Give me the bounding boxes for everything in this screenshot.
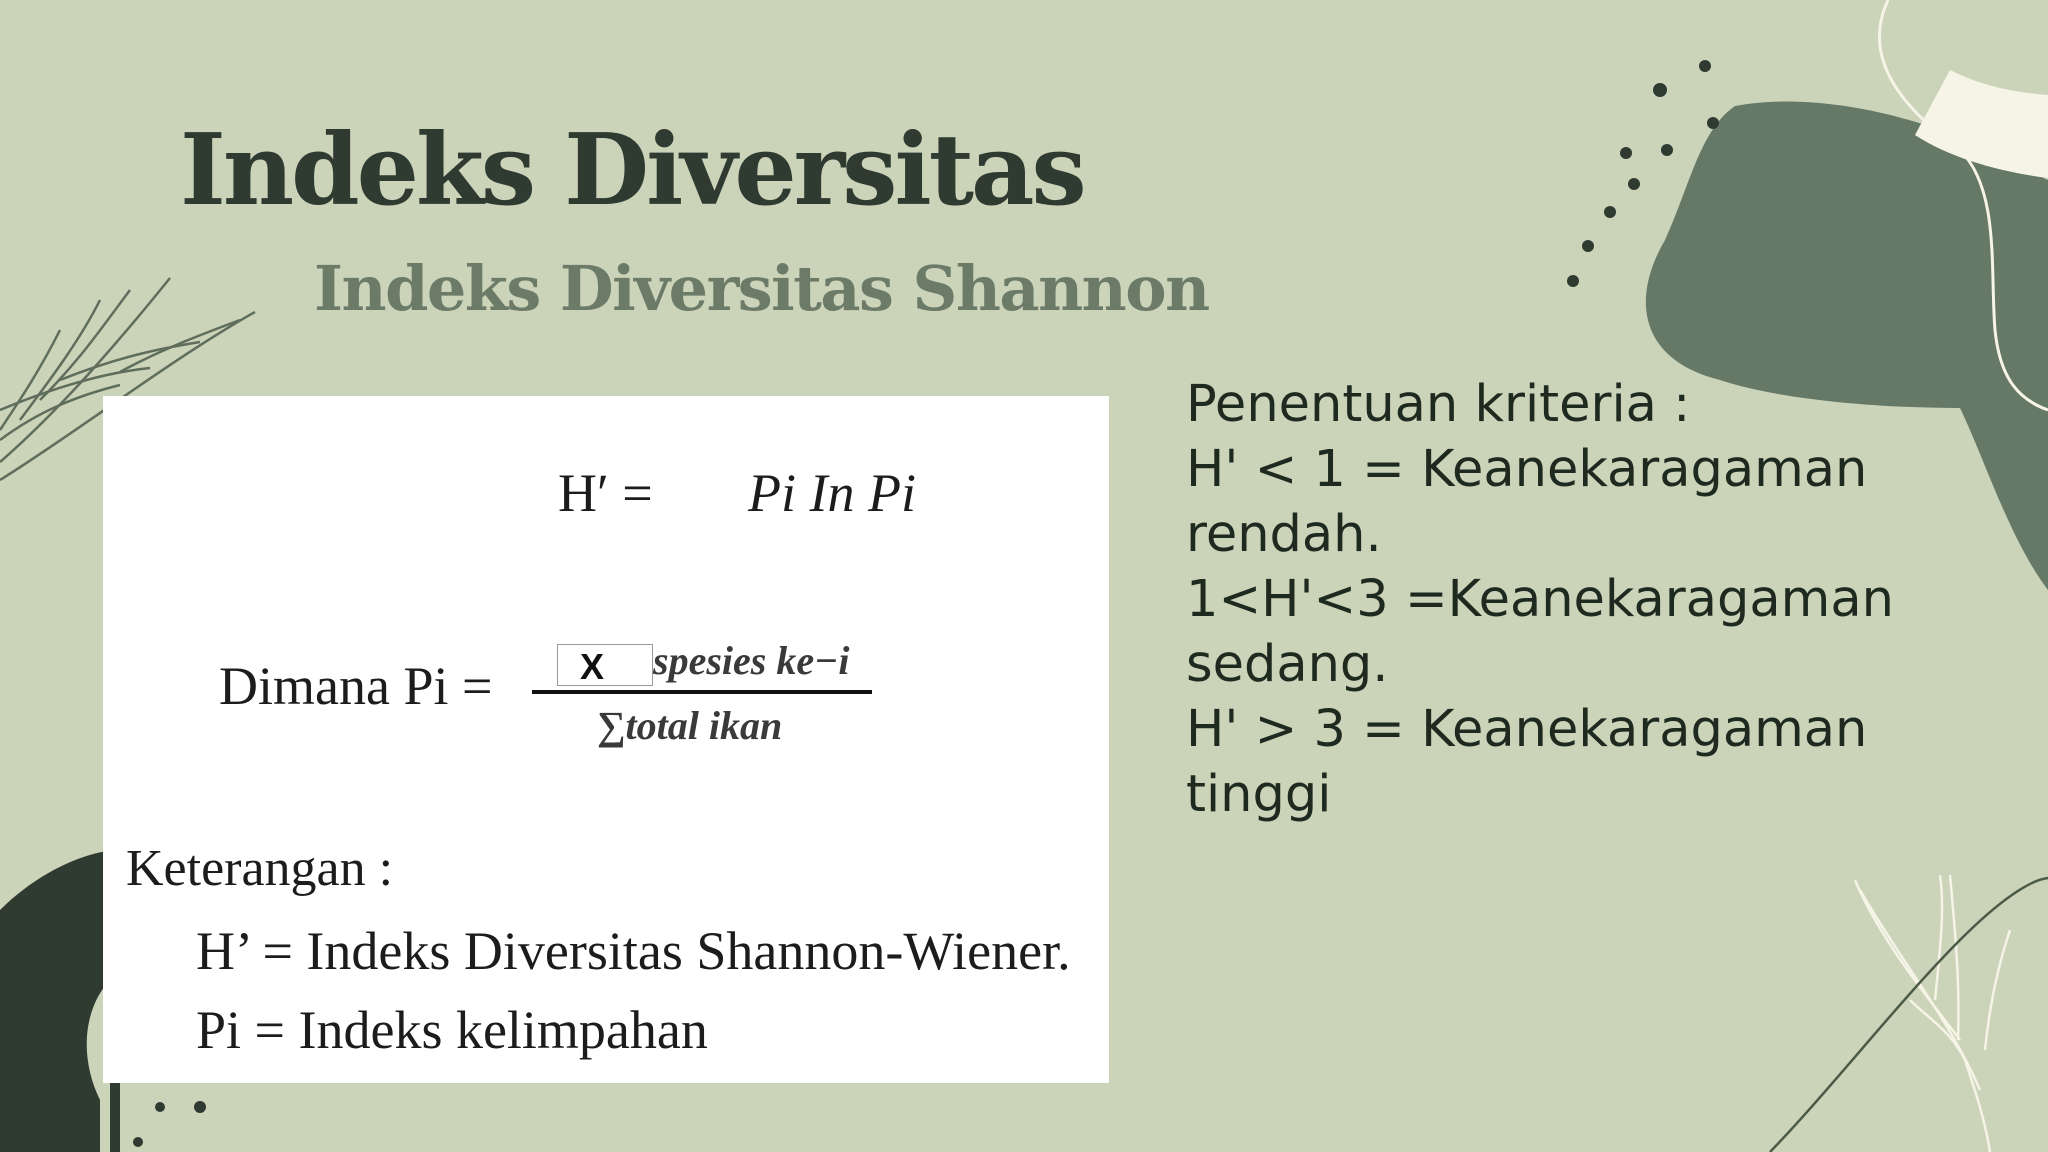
criteria-line: H' < 1 = Keanekaragaman (1186, 440, 1868, 499)
keterangan-heading: Keterangan : (126, 840, 394, 897)
keterangan-pi: Pi = Indeks kelimpahan (196, 1000, 708, 1060)
criteria-line: 1<H'<3 =Keanekaragaman (1186, 570, 1894, 629)
formula-denominator: ∑total ikan (597, 703, 783, 748)
criteria-line: sedang. (1186, 635, 1389, 694)
criteria-line: H' > 3 = Keanekaragaman (1186, 700, 1868, 759)
criteria-heading: Penentuan kriteria : (1186, 375, 1691, 434)
formula-h-label: H′ = (558, 463, 653, 523)
criteria-text (1186, 372, 1946, 827)
numerator-box (557, 644, 653, 686)
numerator-box-text: X (580, 646, 605, 687)
fraction-bar (532, 690, 872, 694)
bottom-right-curve (1770, 878, 2048, 1152)
keterangan-h: H’ = Indeks Diversitas Shannon-Wiener. (196, 921, 1071, 981)
slide-subtitle: Indeks Diversitas Shannon (314, 252, 1209, 325)
criteria-line: tinggi (1186, 765, 1332, 824)
criteria-line: rendah. (1186, 505, 1382, 564)
bottom-left-dots (133, 1101, 206, 1147)
grass-line-art (1855, 875, 2010, 1152)
slide-title: Indeks Diversitas (180, 113, 1084, 228)
formula-numerator: spesies ke−i (653, 638, 850, 683)
formula-h-expression: Pi In Pi (748, 463, 916, 523)
formula-image (103, 396, 1109, 1083)
formula-pi-label: Dimana Pi = (219, 656, 493, 716)
